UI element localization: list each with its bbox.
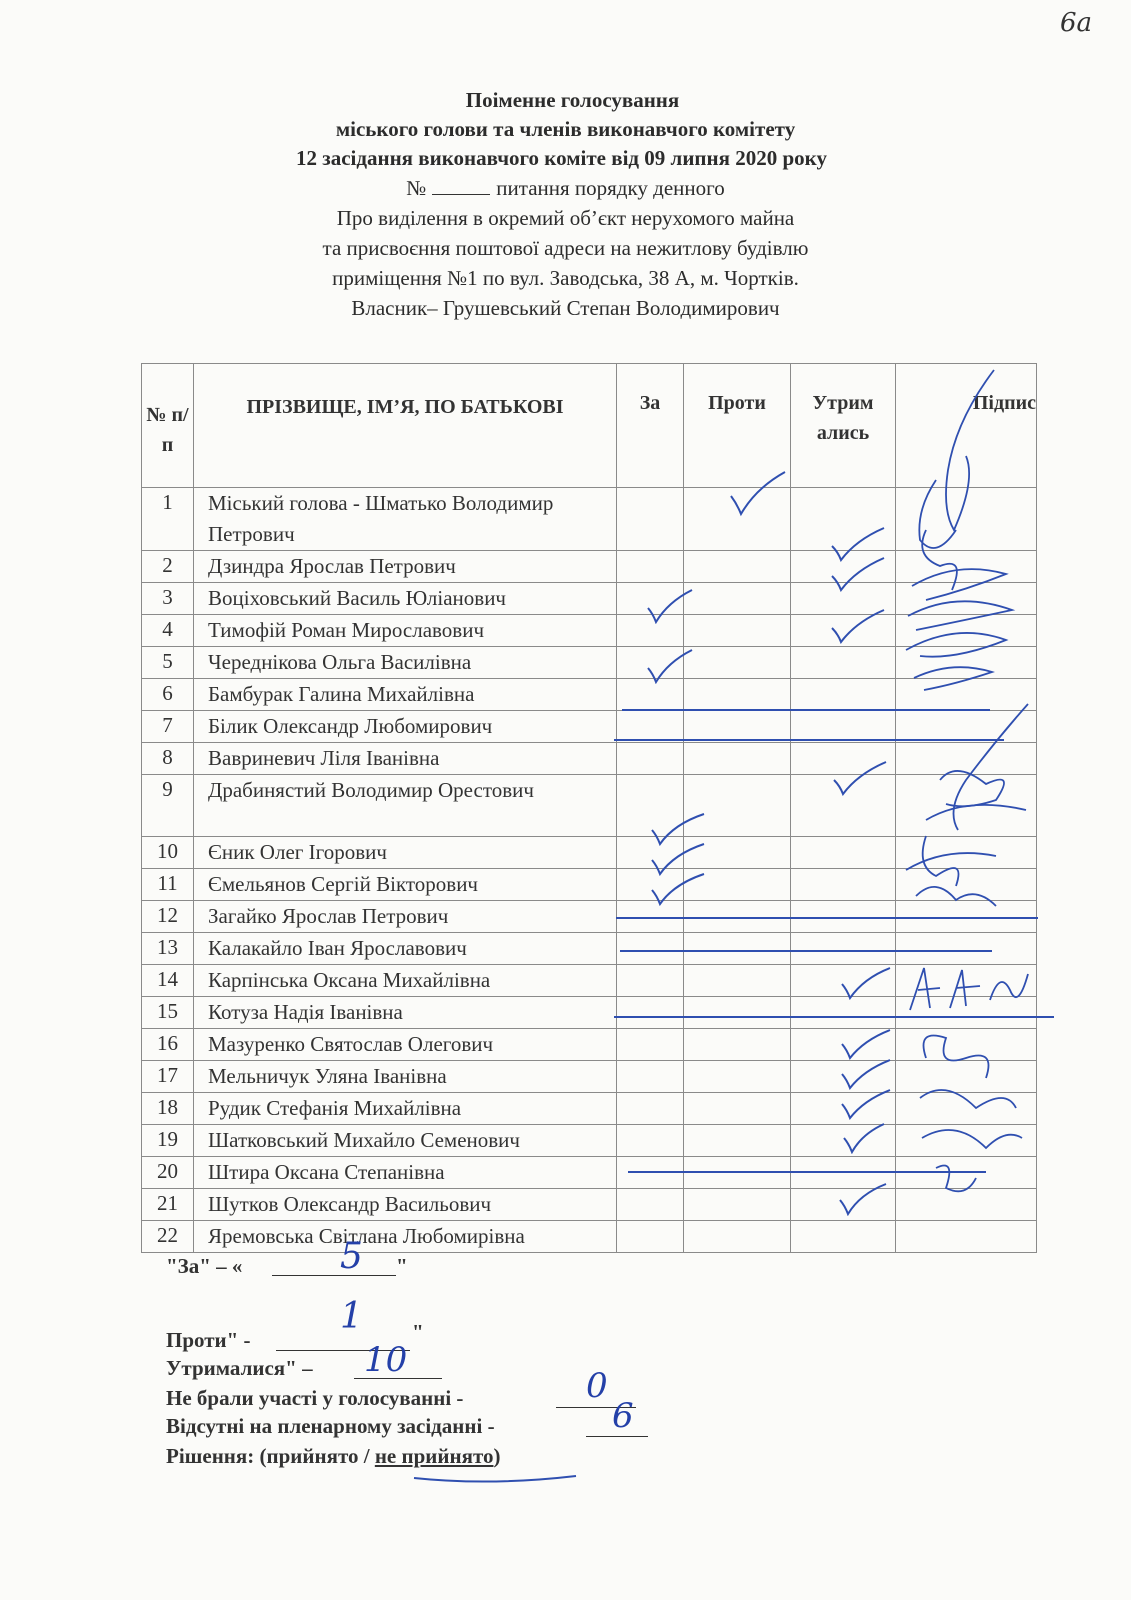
member-name: Калакайло Іван Ярославович bbox=[194, 933, 617, 965]
decision-underline-mark bbox=[410, 1470, 580, 1486]
for-value: 5 bbox=[340, 1236, 363, 1277]
table-row bbox=[142, 743, 1037, 775]
member-name: Шутков Олександр Васильович bbox=[194, 1189, 617, 1221]
summary-against-close bbox=[412, 1320, 424, 1345]
row-number: 6 bbox=[142, 679, 194, 711]
member-name: Міський голова - Шматько Володимир Петрович bbox=[194, 488, 617, 551]
checkmark-icon bbox=[650, 812, 706, 846]
member-name: Карпінська Оксана Михайлівна bbox=[194, 965, 617, 997]
header-against: Проти bbox=[684, 364, 791, 488]
row-number: 11 bbox=[142, 869, 194, 901]
summary-for-underline bbox=[272, 1275, 396, 1276]
summary-absent-underline bbox=[586, 1436, 648, 1437]
member-name: Бамбурак Галина Михайлівна bbox=[194, 679, 617, 711]
row-number: 20 bbox=[142, 1157, 194, 1189]
member-name: Череднікова Ольга Василівна bbox=[194, 647, 617, 679]
checkmark-icon bbox=[728, 470, 788, 518]
checkmark-icon bbox=[830, 556, 886, 592]
header-signature: Підпис bbox=[896, 364, 1037, 488]
subject-line-1: Про виділення в окремий об’єкт нерухомого майна bbox=[336, 206, 795, 230]
checkmark-icon bbox=[650, 872, 706, 906]
checkmark-icon bbox=[840, 1088, 892, 1120]
row-number: 15 bbox=[142, 997, 194, 1029]
summary-for-close: " bbox=[396, 1254, 408, 1278]
checkmark-icon bbox=[840, 1058, 892, 1090]
item-number-prefix: № bbox=[406, 176, 427, 200]
member-name: Шатковський Михайло Семенович bbox=[194, 1125, 617, 1157]
abstain-value: 10 bbox=[364, 1340, 408, 1380]
member-name: Тимофій Роман Мирославович bbox=[194, 615, 617, 647]
title-line-2: міського голови та членів виконавчого комітету bbox=[335, 117, 796, 141]
against-value: 1 bbox=[340, 1296, 363, 1337]
member-name: Білик Олександр Любомирович bbox=[194, 711, 617, 743]
summary-absent bbox=[166, 1414, 495, 1439]
row-number: 1 bbox=[142, 488, 194, 551]
header-name: ПРІЗВИЩЕ, ІМ’Я, ПО БАТЬКОВІ bbox=[194, 364, 617, 488]
row-number: 22 bbox=[142, 1221, 194, 1253]
row-number: 4 bbox=[142, 615, 194, 647]
summary-for-label: "За" – « bbox=[166, 1254, 243, 1278]
row-number: 13 bbox=[142, 933, 194, 965]
row-number: 14 bbox=[142, 965, 194, 997]
row-number: 9 bbox=[142, 775, 194, 837]
member-name: Котуза Надія Іванівна bbox=[194, 997, 617, 1029]
checkmark-icon bbox=[840, 966, 892, 1000]
table-row bbox=[142, 1061, 1037, 1093]
member-name: Загайко Ярослав Петрович bbox=[194, 901, 617, 933]
table-row bbox=[142, 711, 1037, 743]
subject-line-3: приміщення №1 по вул. Заводська, 38 А, м. Чортків. bbox=[332, 266, 799, 290]
member-name: Воціховський Василь Юліанович bbox=[194, 583, 617, 615]
notvoted-value: 0 bbox=[586, 1366, 608, 1406]
signature-icon bbox=[906, 1018, 1026, 1218]
summary-absent-label: Відсутні на пленарному засіданні - bbox=[166, 1414, 495, 1438]
checkmark-icon bbox=[646, 648, 694, 684]
row-number: 3 bbox=[142, 583, 194, 615]
checkmark-icon bbox=[832, 760, 888, 796]
summary-abstain-hand bbox=[364, 1340, 407, 1380]
subject-line-2: та присвоєння поштової адреси на нежитлову будівлю bbox=[322, 236, 809, 260]
checkmark-icon bbox=[840, 1028, 892, 1060]
table-row bbox=[142, 1125, 1037, 1157]
summary-notvoted bbox=[166, 1386, 463, 1411]
table-row bbox=[142, 1093, 1037, 1125]
title-line-1: Поіменне голосування bbox=[465, 88, 680, 112]
summary-for-value bbox=[396, 1254, 408, 1279]
table-row bbox=[142, 1189, 1037, 1221]
table-row bbox=[142, 1221, 1037, 1253]
summary-abstain-label: Утрималися" – bbox=[166, 1356, 313, 1380]
absent-value: 6 bbox=[612, 1396, 634, 1436]
row-number: 8 bbox=[142, 743, 194, 775]
summary-for-hand bbox=[340, 1236, 363, 1277]
summary-decision-value: не прийнято bbox=[374, 1444, 494, 1468]
member-name: Дзиндра Ярослав Петрович bbox=[194, 551, 617, 583]
against-close: " bbox=[412, 1320, 424, 1344]
member-name: Мазуренко Святослав Олегович bbox=[194, 1029, 617, 1061]
signature-icon bbox=[896, 826, 1006, 916]
summary-for bbox=[166, 1254, 242, 1279]
member-name: Вавриневич Ліля Іванівна bbox=[194, 743, 617, 775]
row-number: 2 bbox=[142, 551, 194, 583]
row-number: 17 bbox=[142, 1061, 194, 1093]
member-name: Драбинястий Володимир Орестович bbox=[194, 775, 617, 837]
row-number: 5 bbox=[142, 647, 194, 679]
table-row bbox=[142, 1029, 1037, 1061]
title-line-3: 12 засідання виконавчого коміте від 09 липня 2020 року bbox=[296, 146, 827, 170]
row-number: 21 bbox=[142, 1189, 194, 1221]
summary-against bbox=[166, 1328, 251, 1353]
document-header bbox=[0, 86, 1131, 323]
checkmark-icon bbox=[650, 842, 706, 876]
summary-decision-label: Рішення: (прийнято / bbox=[166, 1444, 370, 1468]
summary-against-hand bbox=[340, 1296, 363, 1337]
member-name: Рудик Стефанія Михайлівна bbox=[194, 1093, 617, 1125]
member-name: Мельничук Уляна Іванівна bbox=[194, 1061, 617, 1093]
checkmark-icon bbox=[646, 588, 694, 624]
summary-abstain bbox=[166, 1356, 313, 1381]
row-number: 16 bbox=[142, 1029, 194, 1061]
corner-note: 6а bbox=[1060, 8, 1093, 38]
row-number: 7 bbox=[142, 711, 194, 743]
member-name: Ємельянов Сергій Вікторович bbox=[194, 869, 617, 901]
signature-icon bbox=[896, 360, 1026, 700]
row-number: 10 bbox=[142, 837, 194, 869]
header-for: За bbox=[617, 364, 684, 488]
summary-notvoted-hand bbox=[586, 1366, 608, 1406]
member-name: Штира Оксана Степанівна bbox=[194, 1157, 617, 1189]
absent-strike-line bbox=[616, 917, 1038, 919]
checkmark-icon bbox=[830, 608, 886, 644]
checkmark-icon bbox=[838, 1182, 888, 1216]
summary-decision-close: ) bbox=[493, 1444, 501, 1468]
checkmark-icon bbox=[842, 1122, 886, 1154]
summary-absent-hand bbox=[612, 1396, 634, 1436]
item-number-suffix: питання порядку денного bbox=[496, 176, 725, 200]
agenda-item-line bbox=[0, 173, 1131, 203]
member-name: Єник Олег Ігорович bbox=[194, 837, 617, 869]
header-number: № п/ п bbox=[142, 364, 194, 488]
header-abstain: Утрим ались bbox=[791, 364, 896, 488]
row-number: 19 bbox=[142, 1125, 194, 1157]
signature-icon bbox=[900, 960, 1040, 1020]
subject-line-4: Власник– Грушевський Степан Володимирович bbox=[351, 296, 780, 320]
member-name: Яремовська Світлана Любомирівна bbox=[194, 1221, 617, 1253]
summary-decision bbox=[166, 1444, 500, 1469]
summary-against-label: Проти" - bbox=[166, 1328, 251, 1352]
item-number-blank bbox=[432, 180, 490, 195]
row-number: 12 bbox=[142, 901, 194, 933]
summary-notvoted-label: Не брали участі у голосуванні - bbox=[166, 1386, 464, 1410]
absent-strike-line bbox=[620, 950, 992, 952]
row-number: 18 bbox=[142, 1093, 194, 1125]
